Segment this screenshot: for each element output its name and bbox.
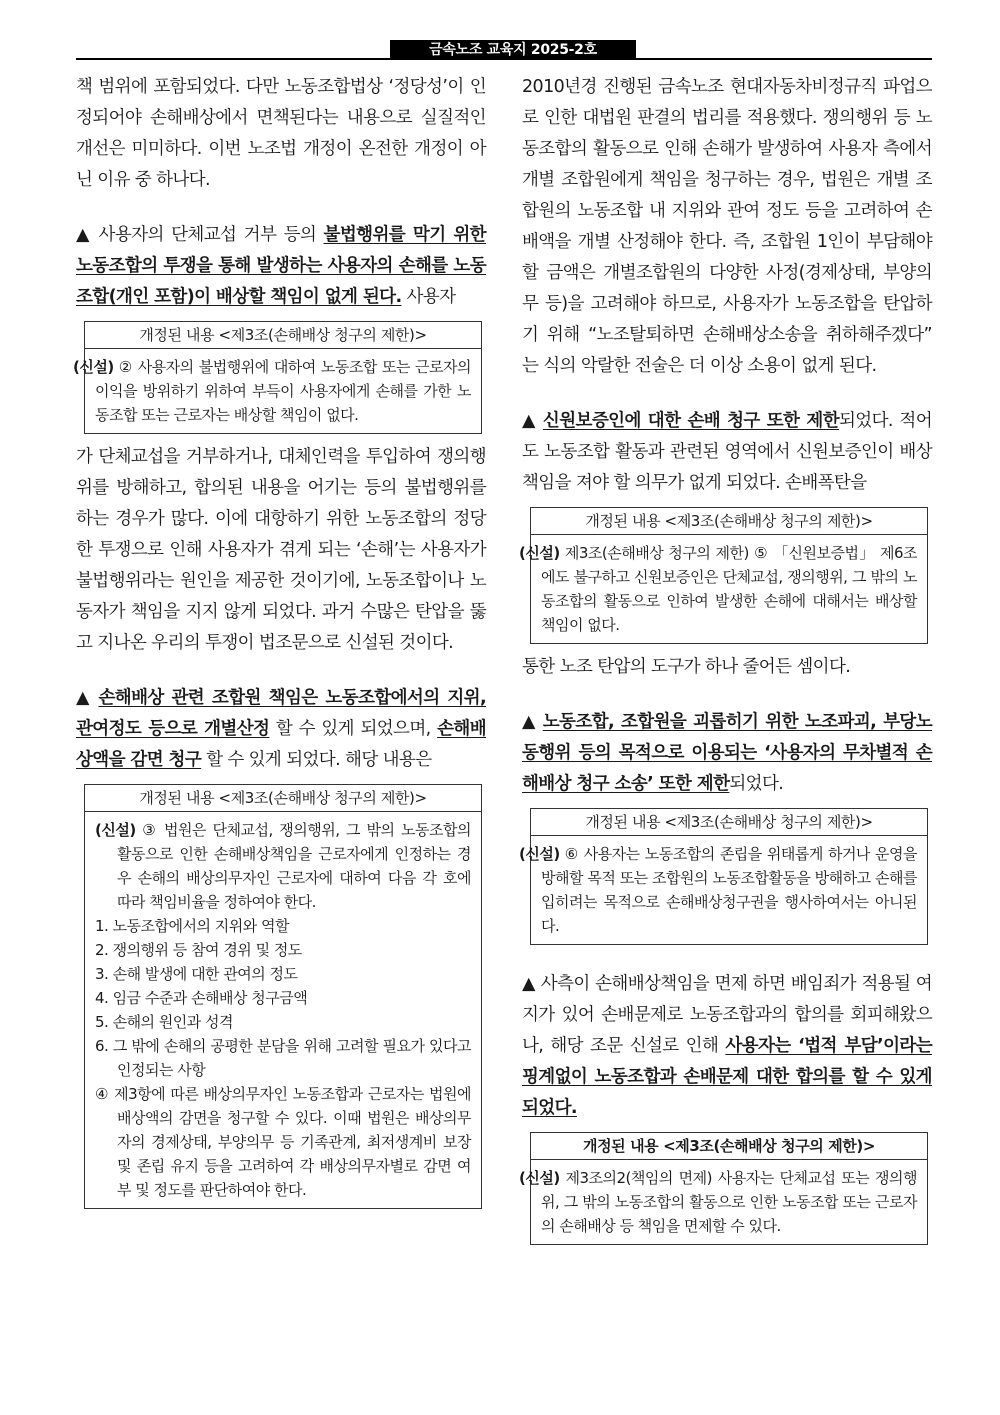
amendment-box-content: (신설) ② 사용자의 불법행위에 대하여 노동조합 또는 근로자의 이익을 방위하기 위하여 부득이 사용자에게 손해를 가한 노동조합 또는 근로자는 배상할 책임이 없다. bbox=[73, 358, 471, 424]
page-header-title: 금속노조 교육지 2025-2호 (2025.9.3.) bbox=[390, 40, 636, 60]
amendment-box-1 bbox=[73, 321, 482, 434]
left-section-2: ▲ 사용자의 단체교섭 거부 등의 불법행위를 막기 위한 노동조합의 투쟁을 통해 발생하는 사용자의 손해를 노동조합(개인 포함)이 배상할 책임이 없게 된다. 사용자 bbox=[76, 225, 486, 307]
amendment-item: 6. 그 밖에 손해의 공평한 분담을 위해 고려할 필요가 있다고 인정되는 사항 bbox=[95, 1037, 471, 1079]
amendment-item: ④ 제3항에 따른 배상의무자인 노동조합과 근로자는 법원에 배상액의 감면을 청구할 수 있다. 이때 법원은 배상의무자의 경제상태, 부양의무 등 기족관계, 최저생계비 보장 및 존립 유지 등을 고려하여 각 배상의무자별로 감면 여부 및 정도를 판단하여야 한다. bbox=[95, 1085, 471, 1199]
left-section-3: ▲ 손해배상 관련 조합원 책임은 노동조합에서의 지위, 관여정도 등으로 개별산정 할 수 있게 되었으며, 손해배상액을 감면 청구 할 수 있게 되었다. 해당 내용은 bbox=[76, 688, 487, 770]
amendment-box-title: 개정된 내용 <제3조(손해배상 청구의 제한)> bbox=[531, 809, 927, 836]
amendment-item: 2. 쟁의행위 등 참여 경위 및 정도 bbox=[95, 941, 302, 959]
left-section-2-emphasis: 불법행위를 막기 위한 노동조합의 투쟁을 통해 발생하는 사용자의 손해를 노동조합(개인 포함)이 배상할 책임이 없게 된다. bbox=[76, 225, 486, 307]
right-section-2: ▲ 신원보증인에 대한 손배 청구 또한 제한되었다. 적어도 노동조합 활동과 관련된 영역에서 신원보증인이 배상책임을 져야 할 의무가 없게 되었다. 손배폭탄을 bbox=[522, 411, 932, 493]
header-rule bbox=[76, 58, 932, 60]
amendment-box-2 bbox=[84, 784, 482, 1209]
right-paragraph-2: 통한 노조 탄압의 도구가 하나 줄어든 셈이다. bbox=[522, 657, 851, 677]
left-paragraph-2: 가 단체교섭을 거부하거나, 대체인력을 투입하여 쟁의행위를 방해하고, 합의된 내용을 어기는 등의 불법행위를 하는 경우가 많다. 이에 대항하기 위한 노동조합의 정당한 투쟁으로 인해 사용자가 겪게 되는 ‘손해’는 사용자가 불법행위라는 원인을 제공한 것이기에, 노동조합이나 노동자가 책임을 지지 않게 되었다. 과거 수많은 탄압을 뚫고 지나온 우리의 투쟁이 법조문으로 신설된 것이다. bbox=[76, 447, 486, 653]
amendment-box-title: 개정된 내용 <제3조(손해배상 청구의 제한)> bbox=[85, 322, 481, 349]
amendment-box-content: (신설) 제3조의2(책임의 면제) 사용자는 단체교섭 또는 쟁의행위, 그 밖의 노동조합의 활동으로 인한 노동조합 또는 근로자의 손해배상 등 책임을 면제할 수 있다. bbox=[519, 1169, 917, 1235]
left-paragraph-1: 책 범위에 포함되었다. 다만 노동조합법상 ‘정당성’이 인정되어야 손해배상에서 면책된다는 내용으로 실질적인 개선은 미미하다. 이번 노조법 개정이 온전한 개정이 아닌 이유 중 하나다. bbox=[76, 77, 486, 190]
amendment-item: 3. 손해 발생에 대한 관여의 정도 bbox=[95, 965, 298, 983]
right-paragraph-1: 2010년경 진행된 금속노조 현대자동차비정규직 파업으로 인한 대법원 판결의 법리를 적용했다. 쟁의행위 등 노동조합의 활동으로 인해 손해가 발생하여 사용자 측에서 개별 조합원에게 책임을 청구하는 경우, 법원은 개별 조합원의 노동조합 내 지위와 관여 정도 등을 고려하여 손배액을 개별 산정해야 한다. 즉, 조합원 1인이 부담해야 할 금액은 개별조합원의 다양한 사정(경제상태, 부양의무 등)을 고려해야 하므로, 사용자가 노동조합을 탄압하기 위해 “노조탈퇴하면 손해배상소송을 취하해주겠다” 는 식의 악랄한 전술은 더 이상 소용이 없게 된다. bbox=[522, 77, 932, 376]
right-section-3: ▲ 노동조합, 조합원을 괴롭히기 위한 노조파괴, 부당노동행위 등의 목적으로 이용되는 ‘사용자의 무차별적 손해배상 청구 소송’ 또한 제한되었다. bbox=[522, 712, 933, 794]
amendment-box-title: 개정된 내용 <제3조(손해배상 청구의 제한)> bbox=[85, 785, 481, 812]
right-section-4: ▲ 사측이 손해배상책임을 면제 하면 배임죄가 적용될 여지가 있어 손배문제로 노동조합과의 합의를 회피해왔으나, 해당 조문 신설로 인해 사용자는 ‘법적 부담’이라는 핑계없이 노동조합과 손배문제 대한 합의를 할 수 있게 되었다. bbox=[522, 974, 933, 1118]
amendment-box-5 bbox=[519, 1132, 928, 1245]
amendment-box-content: (신설) ③ 법원은 단체교섭, 쟁의행위, 그 밖의 노동조합의 활동으로 인한 손해배상책임을 근로자에게 인정하는 경우 손해의 배상의무자인 근로자에 대하여 다음 각 호에 따라 책임비율을 정하여야 한다. 1. 노동조합에서의 지위와 역할 2. 쟁의행위 등 참여 경위 및 정도 3. 손해 발생에 대한 관여의 정도 4. 임금 수준과 손해배상 청구금액 5. 손해의 원인과 성격 6. 그 밖에 손해의 공평한 분담을 위해 고려할 필요가 있다고 인정되는 사항 ④ 제3항에 따른 배상의무자인 노동조합과 근로자는 법원에 배상액의 감면을 청구할 수 있다. 이때 법원은 배상의무자의 경제상태, 부양의무 등 기족관계, 최저생계비 보장 및 존립 유지 등을 고려하여 각 배상의무자별로 감면 여부 및 정도를 판단하여야 한다. bbox=[85, 812, 481, 1208]
amendment-box-4 bbox=[519, 808, 928, 945]
amendment-box-title: 개정된 내용 <제3조(손해배상 청구의 제한)> bbox=[531, 1133, 927, 1160]
amendment-item: 5. 손해의 원인과 성격 bbox=[95, 1013, 234, 1031]
amendment-box-content: (신설) ⑥ 사용자는 노동조합의 존립을 위태롭게 하거나 운영을 방해할 목적 또는 조합원의 노동조합활동을 방해하고 손해를 입히려는 목적으로 손해배상청구권을 행사하여서는 아니된다. bbox=[519, 845, 917, 935]
right-column bbox=[519, 72, 933, 1253]
left-column bbox=[73, 72, 487, 1217]
amendment-box-3 bbox=[519, 507, 928, 644]
amendment-box-content: (신설) 제3조(손해배상 청구의 제한) ⑤ 「신원보증법」 제6조에도 불구하고 신원보증인은 단체교섭, 쟁의행위, 그 밖의 노동조합의 활동으로 인하여 발생한 손해에 대해서는 배상할 책임이 없다. bbox=[519, 544, 917, 634]
amendment-item: 1. 노동조합에서의 지위와 역할 bbox=[95, 917, 289, 935]
amendment-item: 4. 임금 수준과 손해배상 청구금액 bbox=[95, 989, 308, 1007]
amendment-box-title: 개정된 내용 <제3조(손해배상 청구의 제한)> bbox=[531, 508, 927, 535]
